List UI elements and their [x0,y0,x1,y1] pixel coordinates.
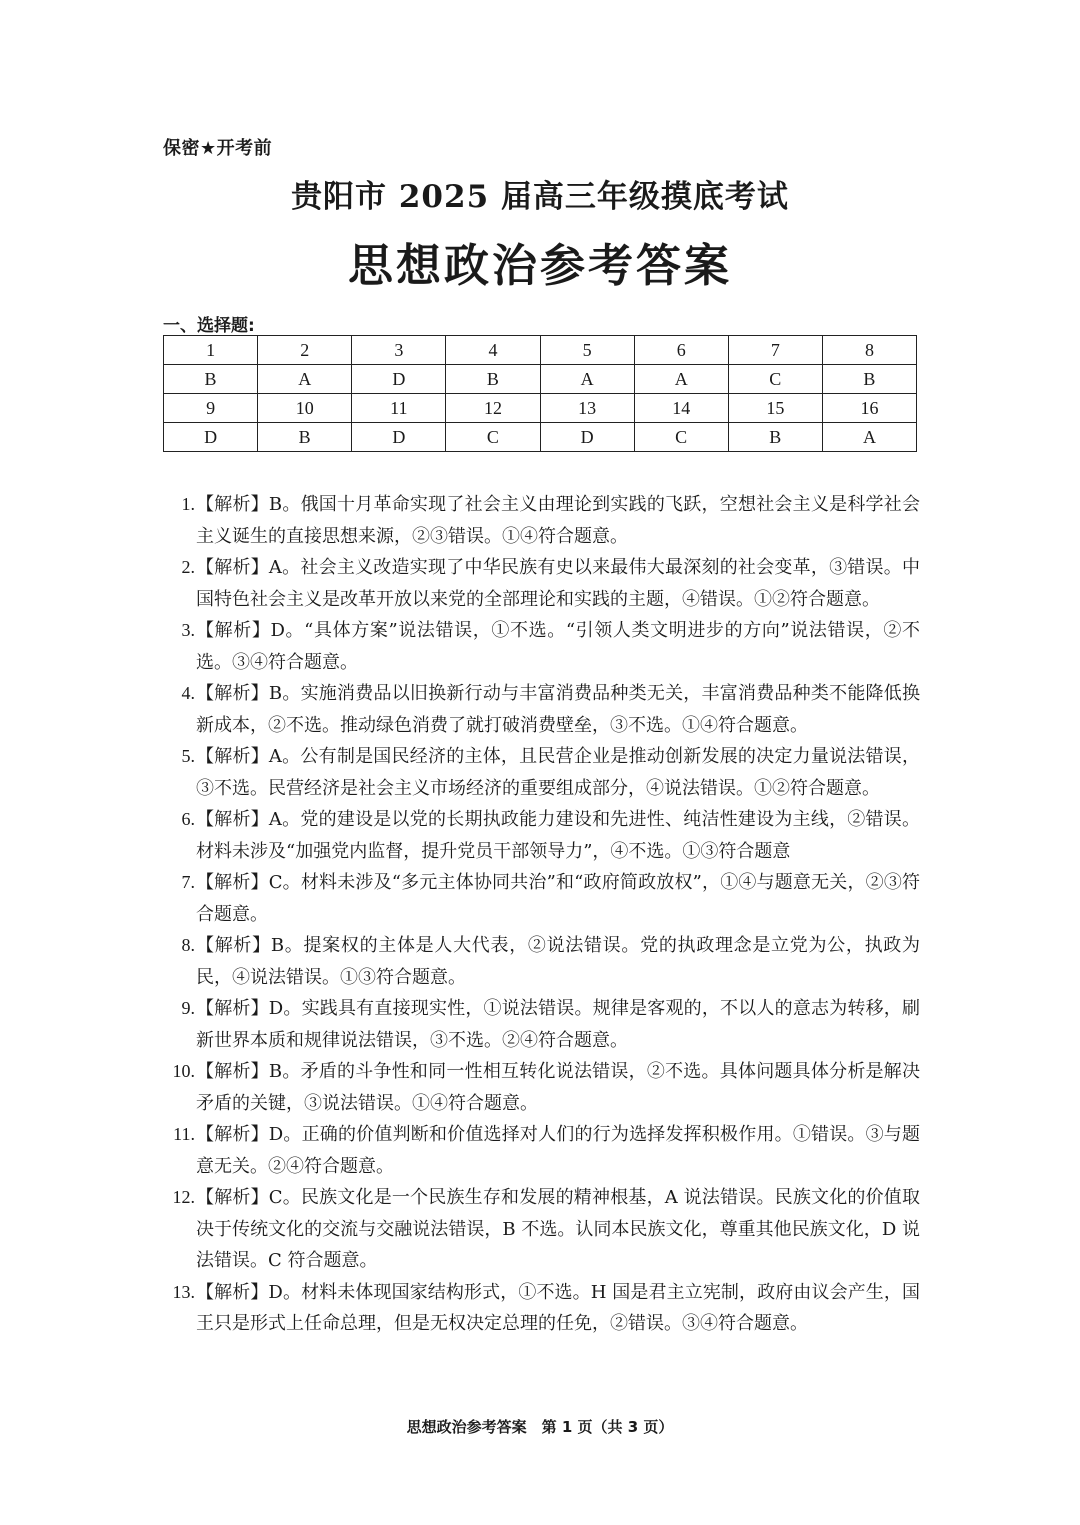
answer-cell: C [634,423,728,452]
answer-cell: B [446,365,540,394]
question-number-cell: 4 [446,336,540,365]
answer-cell: B [822,365,916,394]
question-number-cell: 5 [540,336,634,365]
subject-title: 思想政治参考答案 [347,239,732,292]
question-number-cell: 13 [540,394,634,423]
explanation-number: 11. [173,1124,195,1144]
answer-row [164,365,917,394]
answer-cell: A [258,365,352,394]
question-number-row [164,394,917,423]
question-number-cell: 9 [164,394,258,423]
confidential-label: 保密★开考前 [163,138,273,159]
explanation-text: 【解析】A。社会主义改造实现了中华民族有史以来最伟大最深刻的社会变革，③错误。中国特色社会主义是改革开放以来党的全部理论和实践的主题，④错误。①②符合题意。 [196,557,920,610]
question-number-cell: 7 [728,336,822,365]
explanation-text: 【解析】C。民族文化是一个民族生存和发展的精神根基，A 说法错误。民族文化的价值取决于传统文化的交流与交融说法错误，B 不选。认同本民族文化，尊重其他民族文化，D 说法错误。C 符合题意。 [196,1187,920,1271]
answer-cell: D [540,423,634,452]
explanation-text: 【解析】B。实施消费品以旧换新行动与丰富消费品种类无关，丰富消费品种类不能降低换新成本，②不选。推动绿色消费了就打破消费壁垒，③不选。①④符合题意。 [196,683,920,736]
explanation-item [165,615,920,678]
explanation-list [165,489,920,1340]
question-number-cell: 1 [164,336,258,365]
question-number-cell: 16 [822,394,916,423]
question-number-cell: 12 [446,394,540,423]
answer-cell: A [634,365,728,394]
explanation-text: 【解析】D。“具体方案”说法错误，①不选。“引领人类文明进步的方向”说法错误，②不选。③④符合题意。 [196,620,920,673]
explanation-item [165,867,920,930]
question-number-cell: 8 [822,336,916,365]
question-number-cell: 10 [258,394,352,423]
answer-cell: B [164,365,258,394]
explanation-item [165,741,920,804]
explanation-number: 9. [181,998,195,1018]
question-number-cell: 11 [352,394,446,423]
explanation-text: 【解析】D。材料未体现国家结构形式，①不选。H 国是君主立宪制，政府由议会产生，国王只是形式上任命总理，但是无权决定总理的任免，②错误。③④符合题意。 [196,1281,920,1334]
explanation-text: 【解析】A。党的建设是以党的长期执政能力建设和先进性、纯洁性建设为主线，②错误。材料未涉及“加强党内监督，提升党员干部领导力”，④不选。①③符合题意 [196,809,920,862]
question-number-row [164,336,917,365]
answer-cell: B [728,423,822,452]
answer-cell: D [164,423,258,452]
explanation-number: 5. [181,746,195,766]
answer-row [164,423,917,452]
answer-table [163,335,917,452]
answer-cell: A [540,365,634,394]
answer-cell: D [352,365,446,394]
explanation-item [165,1119,920,1182]
explanation-text: 【解析】C。材料未涉及“多元主体协同共治”和“政府简政放权”，①④与题意无关，②③符合题意。 [196,872,920,925]
explanation-text: 【解析】B。俄国十月革命实现了社会主义由理论到实践的飞跃，空想社会主义是科学社会主义诞生的直接思想来源，②③错误。①④符合题意。 [196,494,920,547]
question-number-cell: 15 [728,394,822,423]
question-number-cell: 6 [634,336,728,365]
explanation-number: 6. [181,809,195,829]
explanation-number: 3. [181,620,195,640]
explanation-text: 【解析】D。实践具有直接现实性，①说法错误。规律是客观的，不以人的意志为转移，刷新世界本质和规律说法错误，③不选。②④符合题意。 [196,998,920,1051]
explanation-item [165,1277,920,1340]
question-number-cell: 2 [258,336,352,365]
explanation-number: 13. [172,1281,195,1302]
explanation-item [165,993,920,1056]
explanation-text: 【解析】D。正确的价值判断和价值选择对人们的行为选择发挥积极作用。①错误。③与题意无关。②④符合题意。 [196,1124,920,1177]
explanation-number: 7. [181,872,195,892]
answer-cell: C [728,365,822,394]
explanation-text: 【解析】B。矛盾的斗争性和同一性相互转化说法错误，②不选。具体问题具体分析是解决矛盾的关键，③说法错误。①④符合题意。 [196,1061,920,1114]
section-heading: 一、选择题: [163,316,255,336]
explanation-item [165,1182,920,1277]
answer-cell: A [822,423,916,452]
explanation-item [165,804,920,867]
explanation-number: 1. [181,494,195,514]
question-number-cell: 14 [634,394,728,423]
explanation-text: 【解析】B。提案权的主体是人大代表，②说法错误。党的执政理念是立党为公，执政为民，④说法错误。①③符合题意。 [196,935,920,988]
explanation-item [165,678,920,741]
explanation-item [165,489,920,552]
explanation-item [165,552,920,615]
explanation-item [165,1056,920,1119]
explanation-number: 2. [181,557,195,577]
question-number-cell: 3 [352,336,446,365]
explanation-number: 12. [172,1187,195,1207]
answer-cell: D [352,423,446,452]
explanation-item [165,930,920,993]
explanation-number: 10. [172,1061,195,1081]
exam-title: 贵阳市 2025 届高三年级摸底考试 [291,179,789,215]
explanation-number: 4. [181,683,195,703]
explanation-text: 【解析】A。公有制是国民经济的主体，且民营企业是推动创新发展的决定力量说法错误，③不选。民营经济是社会主义市场经济的重要组成部分，④说法错误。①②符合题意。 [196,746,920,799]
answer-cell: B [258,423,352,452]
answer-cell: C [446,423,540,452]
explanation-number: 8. [181,935,195,955]
page-footer: 思想政治参考答案 第 1 页（共 3 页） [406,1418,674,1436]
